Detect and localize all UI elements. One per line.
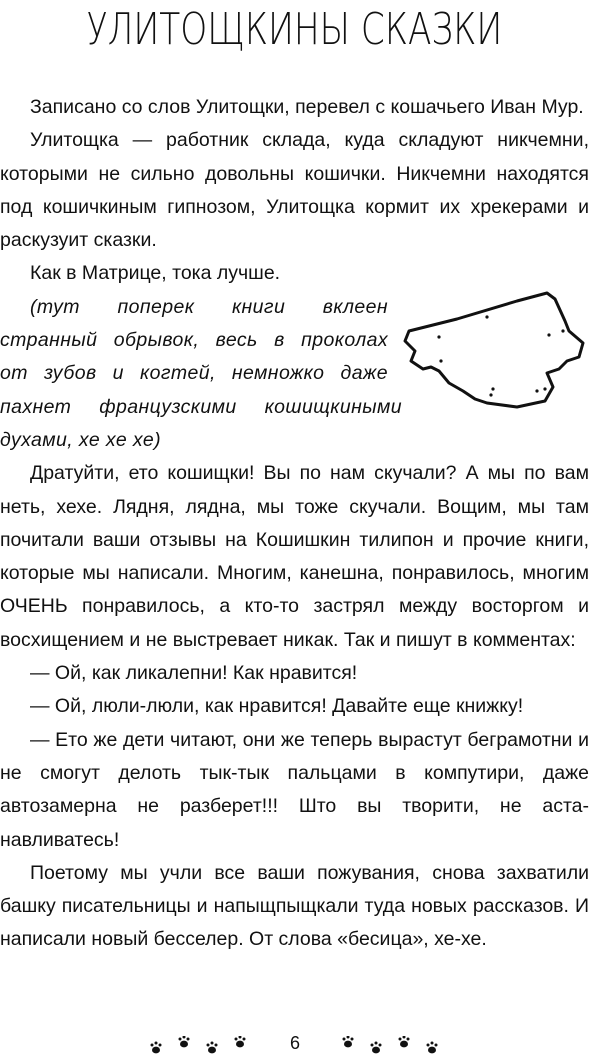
paragraph: Дратуйти, ето кошищки! Вы по нам скучали? А мы по вам неть, хехе. Лядня, лядна, мы тоже скучали. Вощим, мы там почитали ваши отзывы на Кошишкин тилипон и прочие книги, которые мы написали. Многим, канешна, понравилось, многим ОЧЕНЬ понравилось, а кто-то застрял между восторгом и восхищением и не выстревает никак. Так и пишут в комментах:: [0, 462, 589, 651]
italic-line: странный обрывок, весь в проколах: [0, 329, 388, 352]
page-title: УЛИТОЩКИНЫ СКАЗКИ: [86, 4, 503, 55]
page-number: 6: [289, 1033, 300, 1053]
italic-line: от зубов и когтей, немножко даже: [0, 362, 388, 385]
cat-paw-print-icon: [150, 1036, 260, 1056]
paragraph: — Ой, люли-люли, как нравится! Давайте еще книжку!: [30, 695, 524, 718]
paragraph: Поетому мы учли все ваши пожувания, снова захватили башку писательницы и напыщпыщкали туда новых рассказов. И написали новый бесселер. От слова «бесица», хе-хе.: [0, 861, 589, 951]
paragraph: — Ой, как ликалепни! Как нравится!: [30, 662, 358, 685]
page-footer: [0, 1030, 589, 1060]
italic-line: пахнет французскими кошищкиными: [0, 395, 402, 418]
paragraph: — Ето же дети читают, они же теперь вырастут беграмотни и не смогут делоть тык-тык пальцами в компутири, даже автозамерна не разберет!!! Што вы творити, не астанавливатесь!: [0, 728, 589, 851]
body-text: [0, 91, 589, 957]
paragraph: Улитощка — работник склада, куда складуют никчемни, которыми не сильно довольны кошички. Никчемни находятся под кошичкиным гипнозом, Улитощка кормит их хрекерами и раскузуит сказки.: [0, 129, 589, 252]
inset-note: [0, 291, 589, 457]
italic-line: (тут поперек книги вклеен: [30, 295, 388, 318]
cat-paw-print-icon: [340, 1036, 450, 1056]
italic-line: духами, хе хе хе): [0, 428, 161, 451]
torn-paper-scrap-icon: [397, 291, 587, 411]
paragraph: Как в Матрице, тока лучше.: [30, 262, 281, 285]
paragraph: Записано со слов Улитощки, перевел с кошачьего Иван Мур.: [30, 96, 584, 118]
